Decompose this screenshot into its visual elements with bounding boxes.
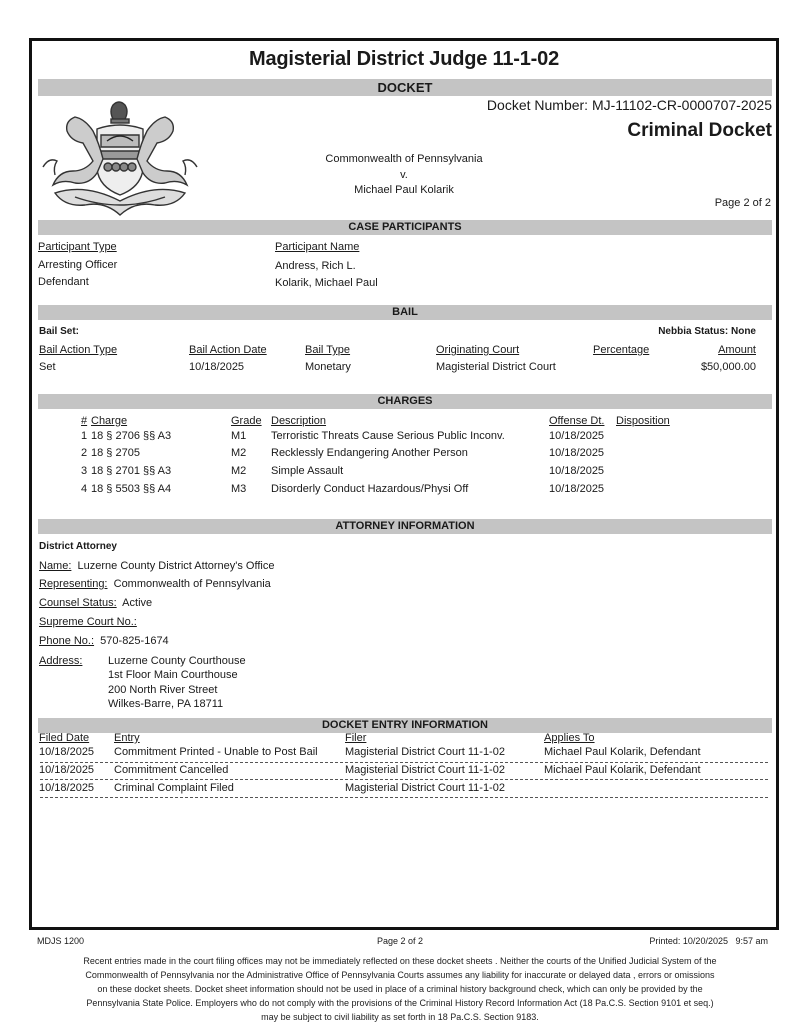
entry-filed-date: 10/18/2025	[39, 782, 95, 794]
col-percentage: Percentage	[593, 344, 650, 356]
row-separator	[40, 779, 768, 780]
col-grade: Grade	[231, 415, 262, 427]
row-separator	[40, 797, 768, 798]
entry-description: Criminal Complaint Filed	[114, 782, 234, 794]
bail-originating-court: Magisterial District Court	[436, 361, 556, 373]
counsel-status-row	[39, 597, 152, 609]
entry-filer: Magisterial District Court 11-1-02	[345, 764, 505, 776]
caption-versus: v.	[400, 169, 408, 181]
col-participant-name: Participant Name	[275, 241, 360, 253]
participant-name: Kolarik, Michael Paul	[275, 277, 378, 289]
counsel-status-label: Counsel Status:	[39, 597, 117, 609]
charge-statute: 18 § 2706 §§ A3	[91, 430, 172, 442]
col-charge-num: #	[81, 415, 88, 427]
address-line: 200 North River Street	[108, 684, 218, 696]
entry-applies-to: Michael Paul Kolarik, Defendant	[544, 764, 701, 776]
charge-num: 1	[81, 430, 88, 442]
charge-description: Terroristic Threats Cause Serious Public Inconv.	[271, 430, 505, 442]
printed-timestamp: Printed: 10/20/2025 9:57 am	[649, 936, 768, 946]
entry-description: Commitment Printed - Unable to Post Bail	[114, 746, 318, 758]
representing-value: Commonwealth of Pennsylvania	[113, 578, 271, 590]
col-bail-type: Bail Type	[305, 344, 351, 356]
col-bail-action-type: Bail Action Type	[39, 344, 118, 356]
docket-type: Criminal Docket	[627, 120, 772, 141]
bail-bar: BAIL	[38, 305, 772, 320]
charge-statute: 18 § 5503 §§ A4	[91, 483, 172, 495]
entry-filer: Magisterial District Court 11-1-02	[345, 746, 505, 758]
representing-label: Representing:	[39, 578, 108, 590]
bail-type: Monetary	[305, 361, 351, 373]
charge-grade: M2	[231, 447, 247, 459]
col-charge: Charge	[91, 415, 128, 427]
col-entry: Entry	[114, 732, 140, 744]
charge-offense-dt: 10/18/2025	[549, 465, 605, 477]
counsel-status-value: Active	[122, 597, 153, 609]
charge-num: 2	[81, 447, 88, 459]
charge-offense-dt: 10/18/2025	[549, 483, 605, 495]
attorney-name-label: Name:	[39, 560, 72, 572]
caption-defendant: Michael Paul Kolarik	[354, 184, 454, 196]
disclaimer-line: on these docket sheets. Docket sheet information should not be used in place of a criminal history background check, which can only be provided by the	[97, 984, 703, 994]
address-label: Address:	[39, 655, 83, 667]
docket-entry-bar: DOCKET ENTRY INFORMATION	[38, 718, 772, 733]
charge-statute: 18 § 2701 §§ A3	[91, 465, 172, 477]
docket-number: Docket Number: MJ-11102-CR-0000707-2025	[486, 97, 772, 113]
charges-bar: CHARGES	[38, 394, 772, 409]
charge-offense-dt: 10/18/2025	[549, 430, 605, 442]
attorney-role: District Attorney	[39, 541, 117, 552]
phone-value: 570-825-1674	[100, 635, 169, 647]
phone-row	[39, 635, 169, 647]
phone-label: Phone No.:	[39, 635, 95, 647]
address-line: 1st Floor Main Courthouse	[108, 669, 238, 681]
entry-filer: Magisterial District Court 11-1-02	[345, 782, 505, 794]
col-offense-dt: Offense Dt.	[549, 415, 605, 427]
bail-action-type: Set	[39, 361, 56, 373]
col-filer: Filer	[345, 732, 367, 744]
col-disposition: Disposition	[616, 415, 670, 427]
supreme-court-label: Supreme Court No.:	[39, 616, 137, 628]
col-amount: Amount	[718, 344, 756, 356]
charge-description: Disorderly Conduct Hazardous/Physi Off	[271, 483, 469, 495]
attorney-bar: ATTORNEY INFORMATION	[38, 519, 772, 534]
col-originating-court: Originating Court	[436, 344, 520, 356]
page-indicator: Page 2 of 2	[714, 197, 771, 209]
participant-type: Defendant	[38, 276, 89, 288]
charge-statute: 18 § 2705	[91, 447, 140, 459]
participant-name: Andress, Rich L.	[275, 260, 356, 272]
docket-frame	[29, 38, 779, 930]
entry-applies-to: Michael Paul Kolarik, Defendant	[544, 746, 701, 758]
row-separator	[40, 762, 768, 763]
case-participants-bar: CASE PARTICIPANTS	[38, 220, 772, 235]
col-filed-date: Filed Date	[39, 732, 90, 744]
page-title: Magisterial District Judge 11-1-02	[249, 48, 559, 70]
attorney-name-row	[39, 560, 274, 572]
charge-offense-dt: 10/18/2025	[549, 447, 605, 459]
address-line: Wilkes-Barre, PA 18711	[108, 698, 224, 710]
footer-page-indicator: Page 2 of 2	[376, 936, 424, 946]
caption-plaintiff: Commonwealth of Pennsylvania	[325, 153, 483, 165]
charge-description: Simple Assault	[271, 465, 344, 477]
bail-amount: $50,000.00	[700, 361, 756, 373]
disclaimer-line: may be subject to civil liability as set forth in 18 Pa.C.S. Section 9183.	[261, 1012, 539, 1022]
charge-grade: M1	[231, 430, 247, 442]
col-applies-to: Applies To	[544, 732, 595, 744]
disclaimer	[60, 954, 740, 1024]
nebbia-status: Nebbia Status: None	[658, 326, 756, 337]
participant-type: Arresting Officer	[38, 259, 118, 271]
entry-description: Commitment Cancelled	[114, 764, 229, 776]
bail-set-label: Bail Set:	[39, 326, 80, 337]
form-id: MDJS 1200	[37, 936, 85, 946]
col-description: Description	[271, 415, 327, 427]
col-bail-action-date: Bail Action Date	[189, 344, 267, 356]
attorney-name: Luzerne County District Attorney's Office	[77, 560, 275, 572]
charge-description: Recklessly Endangering Another Person	[271, 447, 468, 459]
disclaimer-line: Recent entries made in the court filing offices may not be immediately reflected on these docket sheets . Neither the courts of the Unified Judicial System of the	[83, 956, 717, 966]
attorney-representing-row	[39, 578, 271, 590]
disclaimer-line: Pennsylvania State Police. Employers who do not comply with the provisions of the Criminal History Record Information Act (18 Pa.C.S. Section 9101 et seq.)	[86, 998, 714, 1008]
charge-grade: M2	[231, 465, 247, 477]
docket-bar: DOCKET	[38, 79, 772, 96]
charge-grade: M3	[231, 483, 247, 495]
disclaimer-line: Commonwealth of Pennsylvania nor the Administrative Office of Pennsylvania Courts assumes any liability for inaccurate or delayed data , errors or omissions	[85, 970, 715, 980]
entry-filed-date: 10/18/2025	[39, 764, 95, 776]
charge-num: 4	[81, 483, 88, 495]
supreme-court-row	[39, 616, 137, 628]
charge-num: 3	[81, 465, 88, 477]
bail-action-date: 10/18/2025	[189, 361, 245, 373]
address-line: Luzerne County Courthouse	[108, 655, 246, 667]
entry-filed-date: 10/18/2025	[39, 746, 95, 758]
col-participant-type: Participant Type	[38, 241, 117, 253]
